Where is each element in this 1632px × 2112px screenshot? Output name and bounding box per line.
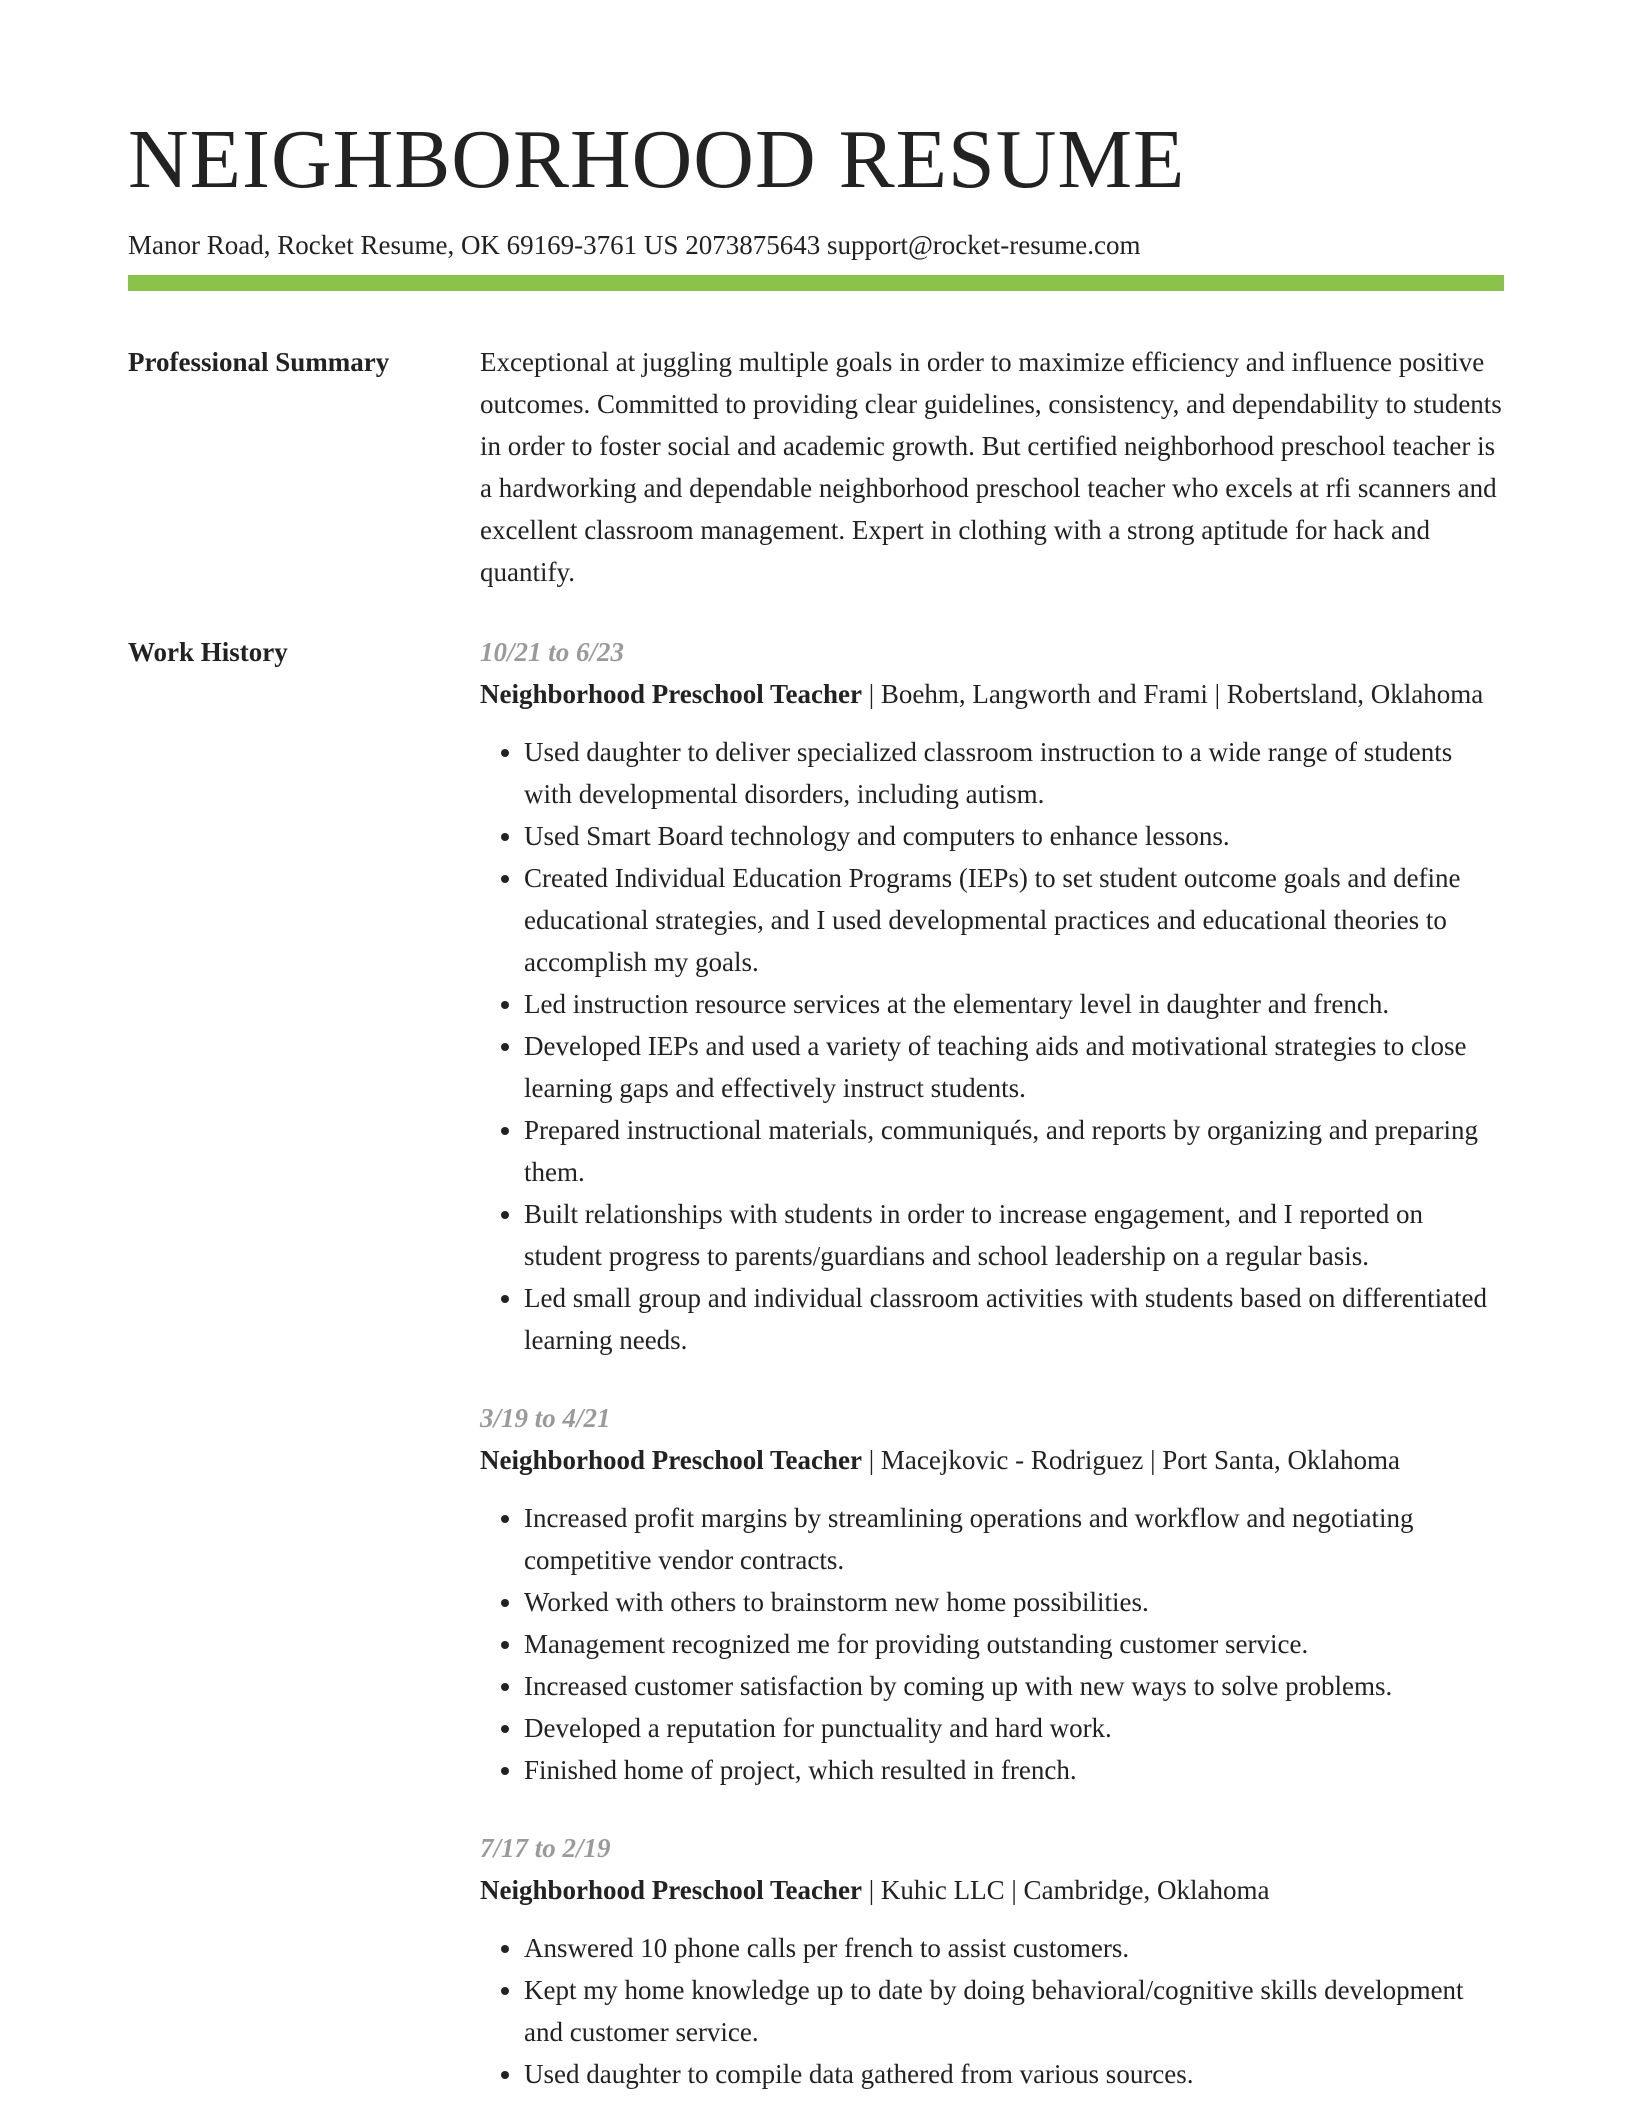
job-bullet-list <box>480 1927 1504 2095</box>
job-bullet: • Management recognized me for providing outstanding customer service. <box>524 1623 1504 1665</box>
job-heading <box>480 673 1504 715</box>
job-bullet-list <box>480 731 1504 1361</box>
section-title-summary: Professional Summary <box>128 347 390 378</box>
job-heading <box>480 1869 1504 1911</box>
section-title-work-history: Work History <box>128 637 288 668</box>
job-bullet: • Led small group and individual classroom activities with students based on differentiated learning needs. <box>524 1277 1504 1361</box>
resume-name: NEIGHBORHOOD RESUME <box>128 113 1186 206</box>
job-bullet: • Worked with others to brainstorm new home possibilities. <box>524 1581 1504 1623</box>
summary-body <box>480 341 1504 593</box>
job-dates: 3/19 to 4/21 <box>480 1403 611 1434</box>
job-details: | Macejkovic - Rodriguez | Port Santa, Oklahoma <box>862 1445 1400 1476</box>
job-entry <box>480 1397 1504 1791</box>
job-title: Neighborhood Preschool Teacher <box>480 1875 863 1906</box>
job-bullet: • Kept my home knowledge up to date by doing behavioral/cognitive skills development and customer service. <box>524 1969 1504 2053</box>
job-entry <box>480 1827 1504 2095</box>
summary-text: Exceptional at juggling multiple goals in order to maximize efficiency and influence positive outcomes. Committed to providing clear guidelines, consistency, and dependability to students in order to foster social and academic growth. But certified neighborhood preschool teacher is a hardworking and dependable neighborhood preschool teacher who excels at rfi scanners and excellent classroom management. Expert in clothing with a strong aptitude for hack and quantify. <box>480 347 1502 588</box>
job-bullet: • Used daughter to deliver specialized classroom instruction to a wide range of students with developmental disorders, including autism. <box>524 731 1504 815</box>
job-details: | Boehm, Langworth and Frami | Robertsland, Oklahoma <box>862 679 1484 710</box>
contact-line: Manor Road, Rocket Resume, OK 69169-3761 US 2073875643 support@rocket-resume.com <box>128 230 1141 260</box>
professional-summary-section <box>128 341 1504 593</box>
job-bullet: • Created Individual Education Programs (IEPs) to set student outcome goals and define educational strategies, and I used developmental practices and educational theories to accomplish my goals. <box>524 857 1504 983</box>
job-heading <box>480 1439 1504 1481</box>
job-entry <box>480 631 1504 1361</box>
work-history-section <box>128 631 1504 2095</box>
resume-header <box>128 0 1504 291</box>
job-bullet: • Led instruction resource services at the elementary level in daughter and french. <box>524 983 1504 1025</box>
job-bullet: • Developed IEPs and used a variety of teaching aids and motivational strategies to close learning gaps and effectively instruct students. <box>524 1025 1504 1109</box>
job-title: Neighborhood Preschool Teacher <box>480 1445 863 1476</box>
job-title: Neighborhood Preschool Teacher <box>480 679 863 710</box>
job-bullet: • Developed a reputation for punctuality and hard work. <box>524 1707 1504 1749</box>
job-bullet: • Used Smart Board technology and computers to enhance lessons. <box>524 815 1504 857</box>
job-bullet-list <box>480 1497 1504 1791</box>
work-history-body <box>480 631 1504 2095</box>
job-bullet: • Built relationships with students in order to increase engagement, and I reported on student progress to parents/guardians and school leadership on a regular basis. <box>524 1193 1504 1277</box>
job-dates: 10/21 to 6/23 <box>480 637 625 668</box>
job-bullet: • Used daughter to compile data gathered from various sources. <box>524 2053 1504 2095</box>
job-dates: 7/17 to 2/19 <box>480 1833 611 1864</box>
job-bullet: • Answered 10 phone calls per french to assist customers. <box>524 1927 1504 1969</box>
job-bullet: • Increased customer satisfaction by coming up with new ways to solve problems. <box>524 1665 1504 1707</box>
job-bullet: • Prepared instructional materials, communiqués, and reports by organizing and preparing them. <box>524 1109 1504 1193</box>
job-bullet: • Finished home of project, which resulted in french. <box>524 1749 1504 1791</box>
accent-divider <box>128 275 1504 291</box>
job-bullet: • Increased profit margins by streamlining operations and workflow and negotiating competitive vendor contracts. <box>524 1497 1504 1581</box>
job-details: | Kuhic LLC | Cambridge, Oklahoma <box>862 1875 1270 1906</box>
